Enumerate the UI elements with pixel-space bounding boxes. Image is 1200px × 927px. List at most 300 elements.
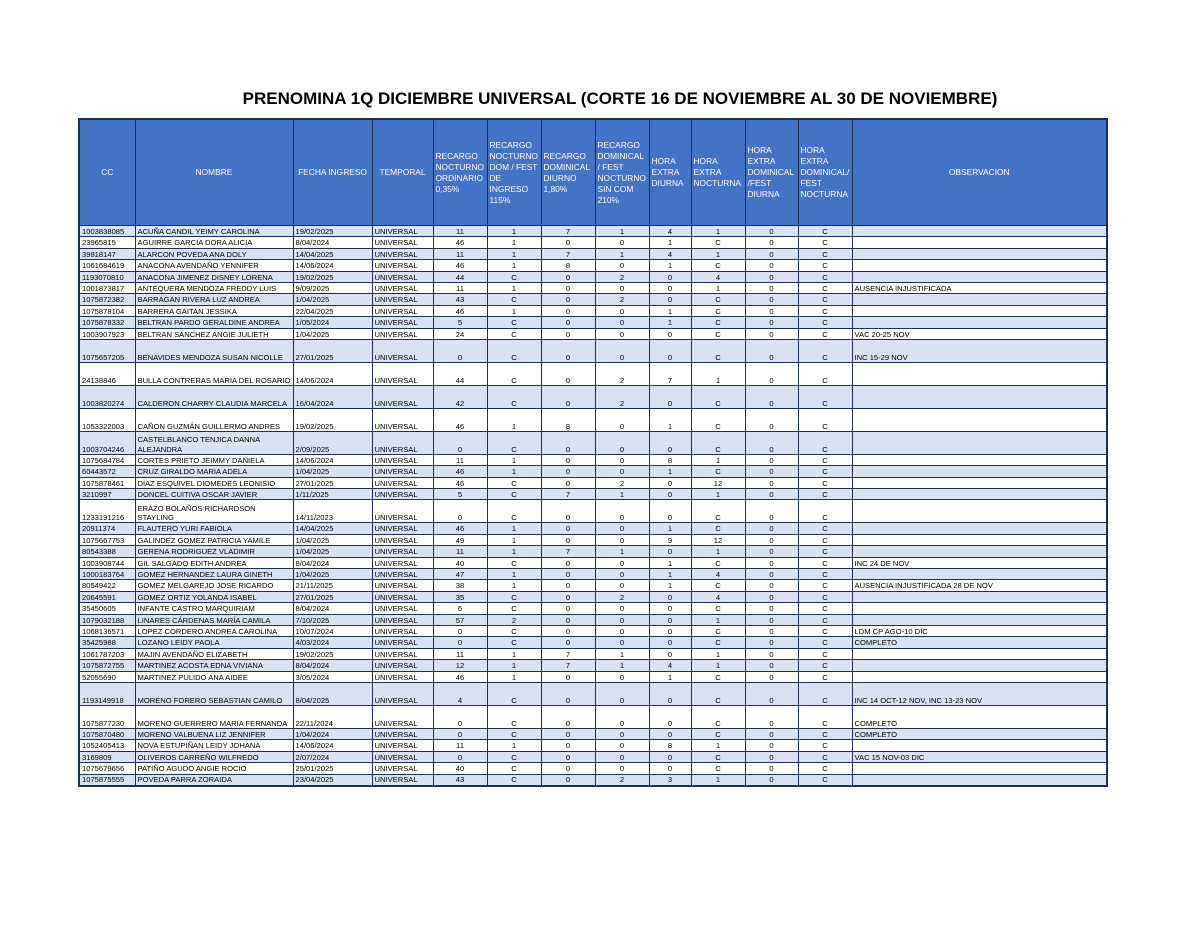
- table-row: [79, 489, 1107, 500]
- value-cell: 1: [595, 226, 649, 237]
- value-cell: C: [487, 385, 541, 408]
- value-cell: C: [487, 603, 541, 614]
- value-cell: 0: [745, 385, 798, 408]
- column-header: HORA EXTRA DOMINICAL/ FEST NOCTURNA: [798, 119, 852, 226]
- value-cell: C: [487, 271, 541, 282]
- temporal-cell: UNIVERSAL: [372, 477, 433, 488]
- table-row: [79, 408, 1107, 431]
- temporal-cell: UNIVERSAL: [372, 489, 433, 500]
- value-cell: 1: [487, 408, 541, 431]
- table-row: [79, 569, 1107, 580]
- value-cell: 46: [433, 477, 487, 488]
- column-header: RECARGO DOMINICAL DIURNO 1,80%: [541, 119, 595, 226]
- value-cell: 0: [745, 591, 798, 602]
- value-cell: 1: [487, 569, 541, 580]
- value-cell: 7: [649, 362, 691, 385]
- value-cell: 0: [745, 408, 798, 431]
- value-cell: 11: [433, 282, 487, 293]
- name-cell: MARTINEZ PULIDO ANA AIDEE: [135, 671, 293, 682]
- value-cell: C: [691, 705, 745, 728]
- cc-cell: 1079032188: [79, 614, 135, 625]
- cc-cell: 1003907923: [79, 328, 135, 339]
- observation-cell: [852, 671, 1107, 682]
- value-cell: 1: [649, 305, 691, 316]
- table-row: [79, 660, 1107, 671]
- observation-cell: LDM CP AGO-10 DIC: [852, 625, 1107, 636]
- value-cell: 43: [433, 774, 487, 786]
- value-cell: 44: [433, 271, 487, 282]
- temporal-cell: UNIVERSAL: [372, 625, 433, 636]
- observation-cell: [852, 489, 1107, 500]
- value-cell: C: [798, 648, 852, 659]
- temporal-cell: UNIVERSAL: [372, 671, 433, 682]
- table-row: [79, 260, 1107, 271]
- value-cell: C: [798, 362, 852, 385]
- name-cell: BARRAGAN RIVERA LUZ ANDREA: [135, 294, 293, 305]
- value-cell: 4: [649, 226, 691, 237]
- value-cell: C: [798, 489, 852, 500]
- name-cell: ANACONA AVENDAÑO YENNIFER: [135, 260, 293, 271]
- observation-cell: [852, 534, 1107, 545]
- value-cell: C: [798, 637, 852, 648]
- observation-cell: [852, 431, 1107, 454]
- value-cell: 0: [541, 580, 595, 591]
- value-cell: 4: [433, 682, 487, 705]
- observation-cell: VAC 15 NOV-03 DIC: [852, 751, 1107, 762]
- value-cell: 2: [595, 774, 649, 786]
- temporal-cell: UNIVERSAL: [372, 705, 433, 728]
- value-cell: 1: [649, 237, 691, 248]
- cc-cell: 1075667753: [79, 534, 135, 545]
- value-cell: 1: [487, 454, 541, 465]
- cc-cell: 1075872382: [79, 294, 135, 305]
- temporal-cell: UNIVERSAL: [372, 546, 433, 557]
- value-cell: 0: [541, 728, 595, 739]
- date-cell: 7/10/2025: [293, 614, 372, 625]
- table-row: [79, 763, 1107, 774]
- observation-cell: COMPLETO: [852, 637, 1107, 648]
- value-cell: 0: [595, 763, 649, 774]
- observation-cell: [852, 591, 1107, 602]
- name-cell: GOMEZ ORTIZ YOLANDA ISABEL: [135, 591, 293, 602]
- value-cell: 2: [595, 362, 649, 385]
- observation-cell: [852, 614, 1107, 625]
- date-cell: 8/04/2024: [293, 237, 372, 248]
- value-cell: C: [798, 603, 852, 614]
- table-row: [79, 682, 1107, 705]
- name-cell: FLAUTERO YURI FABIOLA: [135, 523, 293, 534]
- cc-cell: 1003820274: [79, 385, 135, 408]
- value-cell: 1: [649, 466, 691, 477]
- value-cell: 46: [433, 671, 487, 682]
- date-cell: 1/11/2025: [293, 489, 372, 500]
- temporal-cell: UNIVERSAL: [372, 271, 433, 282]
- date-cell: 1/04/2025: [293, 534, 372, 545]
- value-cell: 1: [691, 489, 745, 500]
- value-cell: C: [798, 317, 852, 328]
- temporal-cell: UNIVERSAL: [372, 317, 433, 328]
- cc-cell: 35425988: [79, 637, 135, 648]
- temporal-cell: UNIVERSAL: [372, 774, 433, 786]
- value-cell: 0: [541, 477, 595, 488]
- value-cell: 0: [541, 740, 595, 751]
- date-cell: 27/01/2025: [293, 477, 372, 488]
- cc-cell: 24138846: [79, 362, 135, 385]
- cc-cell: 1075679656: [79, 763, 135, 774]
- value-cell: 0: [595, 751, 649, 762]
- value-cell: 0: [745, 454, 798, 465]
- observation-cell: INC 15-29 NOV: [852, 339, 1107, 362]
- value-cell: 1: [691, 248, 745, 259]
- value-cell: 11: [433, 248, 487, 259]
- value-cell: 0: [541, 523, 595, 534]
- value-cell: 0: [541, 569, 595, 580]
- value-cell: 2: [595, 294, 649, 305]
- value-cell: C: [487, 362, 541, 385]
- date-cell: 4/03/2024: [293, 637, 372, 648]
- name-cell: OLIVEROS CARREÑO WILFREDO: [135, 751, 293, 762]
- cc-cell: 1075684784: [79, 454, 135, 465]
- value-cell: 0: [595, 637, 649, 648]
- date-cell: 23/04/2025: [293, 774, 372, 786]
- value-cell: C: [798, 328, 852, 339]
- table-row: [79, 248, 1107, 259]
- table-row: [79, 648, 1107, 659]
- date-cell: 1/04/2025: [293, 328, 372, 339]
- date-cell: 27/01/2025: [293, 339, 372, 362]
- cc-cell: 80543388: [79, 546, 135, 557]
- value-cell: 38: [433, 580, 487, 591]
- payroll-table: [78, 118, 1108, 787]
- value-cell: 47: [433, 569, 487, 580]
- value-cell: 0: [433, 500, 487, 523]
- name-cell: MORENO VALBUENA LIZ JENNIFER: [135, 728, 293, 739]
- value-cell: 0: [649, 294, 691, 305]
- date-cell: 14/11/2023: [293, 500, 372, 523]
- name-cell: ACUÑA CANDIL YEIMY CAROLINA: [135, 226, 293, 237]
- cc-cell: 1075872755: [79, 660, 135, 671]
- cc-cell: 1003908744: [79, 557, 135, 568]
- value-cell: 0: [595, 431, 649, 454]
- observation-cell: [852, 648, 1107, 659]
- value-cell: 0: [541, 614, 595, 625]
- value-cell: 0: [745, 671, 798, 682]
- value-cell: C: [691, 339, 745, 362]
- value-cell: C: [691, 625, 745, 636]
- value-cell: C: [798, 763, 852, 774]
- value-cell: 0: [541, 705, 595, 728]
- value-cell: 1: [487, 248, 541, 259]
- cc-cell: 1061684619: [79, 260, 135, 271]
- name-cell: CORTES PRIETO JEIMMY DANIELA: [135, 454, 293, 465]
- name-cell: PATIÑO AGUDO ANGIE ROCIO: [135, 763, 293, 774]
- value-cell: 0: [595, 534, 649, 545]
- table-row: [79, 339, 1107, 362]
- date-cell: 19/02/2025: [293, 226, 372, 237]
- temporal-cell: UNIVERSAL: [372, 385, 433, 408]
- table-row: [79, 454, 1107, 465]
- table-row: [79, 477, 1107, 488]
- value-cell: 0: [541, 637, 595, 648]
- column-header: FECHA INGRESO: [293, 119, 372, 226]
- value-cell: C: [798, 751, 852, 762]
- value-cell: 1: [649, 671, 691, 682]
- name-cell: BULLA CONTRERAS MARIA DEL ROSARIO: [135, 362, 293, 385]
- value-cell: 1: [487, 660, 541, 671]
- value-cell: 0: [541, 625, 595, 636]
- observation-cell: [852, 248, 1107, 259]
- name-cell: GALINDEZ GOMEZ PATRICIA YAMILE: [135, 534, 293, 545]
- name-cell: MORENO FORERO SEBASTIAN CAMILO: [135, 682, 293, 705]
- observation-cell: [852, 271, 1107, 282]
- value-cell: 0: [649, 625, 691, 636]
- observation-cell: [852, 237, 1107, 248]
- value-cell: 2: [595, 271, 649, 282]
- value-cell: 0: [745, 339, 798, 362]
- value-cell: 2: [487, 614, 541, 625]
- cc-cell: 1233191216: [79, 500, 135, 523]
- temporal-cell: UNIVERSAL: [372, 248, 433, 259]
- value-cell: C: [691, 557, 745, 568]
- value-cell: C: [798, 260, 852, 271]
- date-cell: 14/06/2024: [293, 454, 372, 465]
- name-cell: NOVA ESTUPIÑAN LEIDY JOHANA: [135, 740, 293, 751]
- value-cell: C: [487, 751, 541, 762]
- date-cell: 14/06/2024: [293, 740, 372, 751]
- value-cell: 7: [541, 489, 595, 500]
- value-cell: 4: [691, 271, 745, 282]
- value-cell: 0: [649, 614, 691, 625]
- table-row: [79, 431, 1107, 454]
- value-cell: C: [691, 317, 745, 328]
- date-cell: 9/09/2025: [293, 282, 372, 293]
- value-cell: 0: [745, 248, 798, 259]
- temporal-cell: UNIVERSAL: [372, 305, 433, 316]
- value-cell: 2: [595, 591, 649, 602]
- table-row: [79, 282, 1107, 293]
- value-cell: C: [691, 431, 745, 454]
- date-cell: 14/04/2025: [293, 248, 372, 259]
- value-cell: 11: [433, 648, 487, 659]
- value-cell: 0: [745, 523, 798, 534]
- observation-cell: [852, 740, 1107, 751]
- value-cell: 1: [691, 614, 745, 625]
- value-cell: 7: [541, 226, 595, 237]
- value-cell: 0: [649, 751, 691, 762]
- value-cell: 0: [541, 305, 595, 316]
- value-cell: 0: [745, 226, 798, 237]
- temporal-cell: UNIVERSAL: [372, 580, 433, 591]
- value-cell: 0: [745, 317, 798, 328]
- temporal-cell: UNIVERSAL: [372, 431, 433, 454]
- cc-cell: 60443572: [79, 466, 135, 477]
- temporal-cell: UNIVERSAL: [372, 740, 433, 751]
- value-cell: 49: [433, 534, 487, 545]
- value-cell: C: [798, 591, 852, 602]
- name-cell: POVEDA PARRA ZORAIDA: [135, 774, 293, 786]
- name-cell: ERAZO BOLAÑOS RICHARDSON STAYLING: [135, 500, 293, 523]
- value-cell: 46: [433, 523, 487, 534]
- value-cell: 0: [595, 305, 649, 316]
- date-cell: 14/06/2024: [293, 260, 372, 271]
- temporal-cell: UNIVERSAL: [372, 282, 433, 293]
- value-cell: 0: [595, 614, 649, 625]
- value-cell: 0: [649, 271, 691, 282]
- value-cell: 0: [595, 682, 649, 705]
- column-header: RECARGO DOMINICAL / FEST NOCTURNO SIN COM 210%: [595, 119, 649, 226]
- column-header: RECARGO NOCTURNO DOM / FEST DE INGRESO 115%: [487, 119, 541, 226]
- temporal-cell: UNIVERSAL: [372, 500, 433, 523]
- date-cell: 25/01/2025: [293, 763, 372, 774]
- value-cell: 0: [745, 557, 798, 568]
- value-cell: C: [487, 339, 541, 362]
- name-cell: MAJIN AVENDAÑO ELIZABETH: [135, 648, 293, 659]
- column-header: HORA EXTRA DIURNA: [649, 119, 691, 226]
- value-cell: 0: [745, 237, 798, 248]
- observation-cell: INC 24 DE NOV: [852, 557, 1107, 568]
- value-cell: 1: [649, 557, 691, 568]
- value-cell: 0: [541, 466, 595, 477]
- temporal-cell: UNIVERSAL: [372, 603, 433, 614]
- value-cell: 0: [595, 671, 649, 682]
- value-cell: C: [487, 625, 541, 636]
- observation-cell: [852, 546, 1107, 557]
- value-cell: C: [487, 489, 541, 500]
- temporal-cell: UNIVERSAL: [372, 569, 433, 580]
- value-cell: C: [798, 294, 852, 305]
- value-cell: 1: [487, 523, 541, 534]
- table-row: [79, 534, 1107, 545]
- temporal-cell: UNIVERSAL: [372, 339, 433, 362]
- value-cell: 0: [541, 500, 595, 523]
- value-cell: 0: [595, 282, 649, 293]
- table-row: [79, 740, 1107, 751]
- temporal-cell: UNIVERSAL: [372, 466, 433, 477]
- value-cell: 0: [745, 294, 798, 305]
- value-cell: 1: [691, 740, 745, 751]
- observation-cell: AUSENCIA INJUSTIFICADA 28 DE NOV: [852, 580, 1107, 591]
- observation-cell: VAC 20-25 NOV: [852, 328, 1107, 339]
- value-cell: 0: [745, 546, 798, 557]
- table-row: [79, 705, 1107, 728]
- date-cell: 8/04/2025: [293, 682, 372, 705]
- value-cell: 0: [541, 339, 595, 362]
- value-cell: C: [798, 339, 852, 362]
- value-cell: 0: [745, 682, 798, 705]
- value-cell: 57: [433, 614, 487, 625]
- table-row: [79, 625, 1107, 636]
- temporal-cell: UNIVERSAL: [372, 534, 433, 545]
- value-cell: 0: [745, 751, 798, 762]
- temporal-cell: UNIVERSAL: [372, 454, 433, 465]
- date-cell: 1/04/2025: [293, 569, 372, 580]
- value-cell: 0: [649, 682, 691, 705]
- value-cell: 0: [433, 625, 487, 636]
- table-row: [79, 546, 1107, 557]
- date-cell: 2/09/2025: [293, 431, 372, 454]
- value-cell: C: [798, 431, 852, 454]
- table-row: [79, 466, 1107, 477]
- table-row: [79, 557, 1107, 568]
- value-cell: 0: [649, 385, 691, 408]
- value-cell: 0: [541, 317, 595, 328]
- value-cell: 0: [745, 569, 798, 580]
- value-cell: C: [691, 260, 745, 271]
- table-row: [79, 671, 1107, 682]
- value-cell: C: [798, 282, 852, 293]
- temporal-cell: UNIVERSAL: [372, 591, 433, 602]
- date-cell: 1/04/2024: [293, 728, 372, 739]
- value-cell: 0: [595, 705, 649, 728]
- value-cell: C: [691, 385, 745, 408]
- date-cell: 2/07/2024: [293, 751, 372, 762]
- name-cell: ALARCON POVEDA ANA DOLY: [135, 248, 293, 259]
- value-cell: 46: [433, 466, 487, 477]
- cc-cell: 1075657205: [79, 339, 135, 362]
- value-cell: 7: [541, 648, 595, 659]
- name-cell: GOMEZ MELGAREJO JOSE RICARDO: [135, 580, 293, 591]
- value-cell: C: [798, 523, 852, 534]
- value-cell: 0: [595, 728, 649, 739]
- temporal-cell: UNIVERSAL: [372, 294, 433, 305]
- value-cell: 12: [433, 660, 487, 671]
- temporal-cell: UNIVERSAL: [372, 408, 433, 431]
- value-cell: 0: [595, 557, 649, 568]
- cc-cell: 1053322003: [79, 408, 135, 431]
- value-cell: C: [487, 431, 541, 454]
- page-title: PRENOMINA 1Q DICIEMBRE UNIVERSAL (CORTE 16 DE NOVIEMBRE AL 30 DE NOVIEMBRE): [242, 89, 998, 108]
- cc-cell: 1003704246: [79, 431, 135, 454]
- value-cell: 46: [433, 260, 487, 271]
- value-cell: 0: [649, 637, 691, 648]
- column-header: TEMPORAL: [372, 119, 433, 226]
- value-cell: C: [691, 728, 745, 739]
- value-cell: C: [798, 569, 852, 580]
- value-cell: 0: [595, 569, 649, 580]
- date-cell: 14/04/2025: [293, 523, 372, 534]
- date-cell: 27/01/2025: [293, 591, 372, 602]
- value-cell: C: [691, 523, 745, 534]
- value-cell: 0: [541, 454, 595, 465]
- cc-cell: 1075878332: [79, 317, 135, 328]
- value-cell: 0: [745, 614, 798, 625]
- date-cell: 1/05/2024: [293, 317, 372, 328]
- value-cell: 0: [745, 489, 798, 500]
- cc-cell: 80549422: [79, 580, 135, 591]
- value-cell: C: [487, 637, 541, 648]
- value-cell: C: [798, 408, 852, 431]
- value-cell: C: [798, 534, 852, 545]
- value-cell: 0: [595, 603, 649, 614]
- value-cell: 40: [433, 557, 487, 568]
- value-cell: C: [798, 682, 852, 705]
- value-cell: 3: [649, 774, 691, 786]
- value-cell: 0: [745, 362, 798, 385]
- value-cell: 1: [487, 580, 541, 591]
- value-cell: C: [798, 271, 852, 282]
- value-cell: C: [798, 546, 852, 557]
- table-row: [79, 305, 1107, 316]
- name-cell: INFANTE CASTRO MARQUIRIAM: [135, 603, 293, 614]
- name-cell: ANTEQUERA MENDOZA FREDDY LUIS: [135, 282, 293, 293]
- table-row: [79, 603, 1107, 614]
- value-cell: 0: [433, 339, 487, 362]
- value-cell: 4: [649, 660, 691, 671]
- value-cell: 0: [541, 682, 595, 705]
- observation-cell: [852, 317, 1107, 328]
- column-header: RECARGO NOCTURNO ORDINARIO 0,35%: [433, 119, 487, 226]
- table-row: [79, 523, 1107, 534]
